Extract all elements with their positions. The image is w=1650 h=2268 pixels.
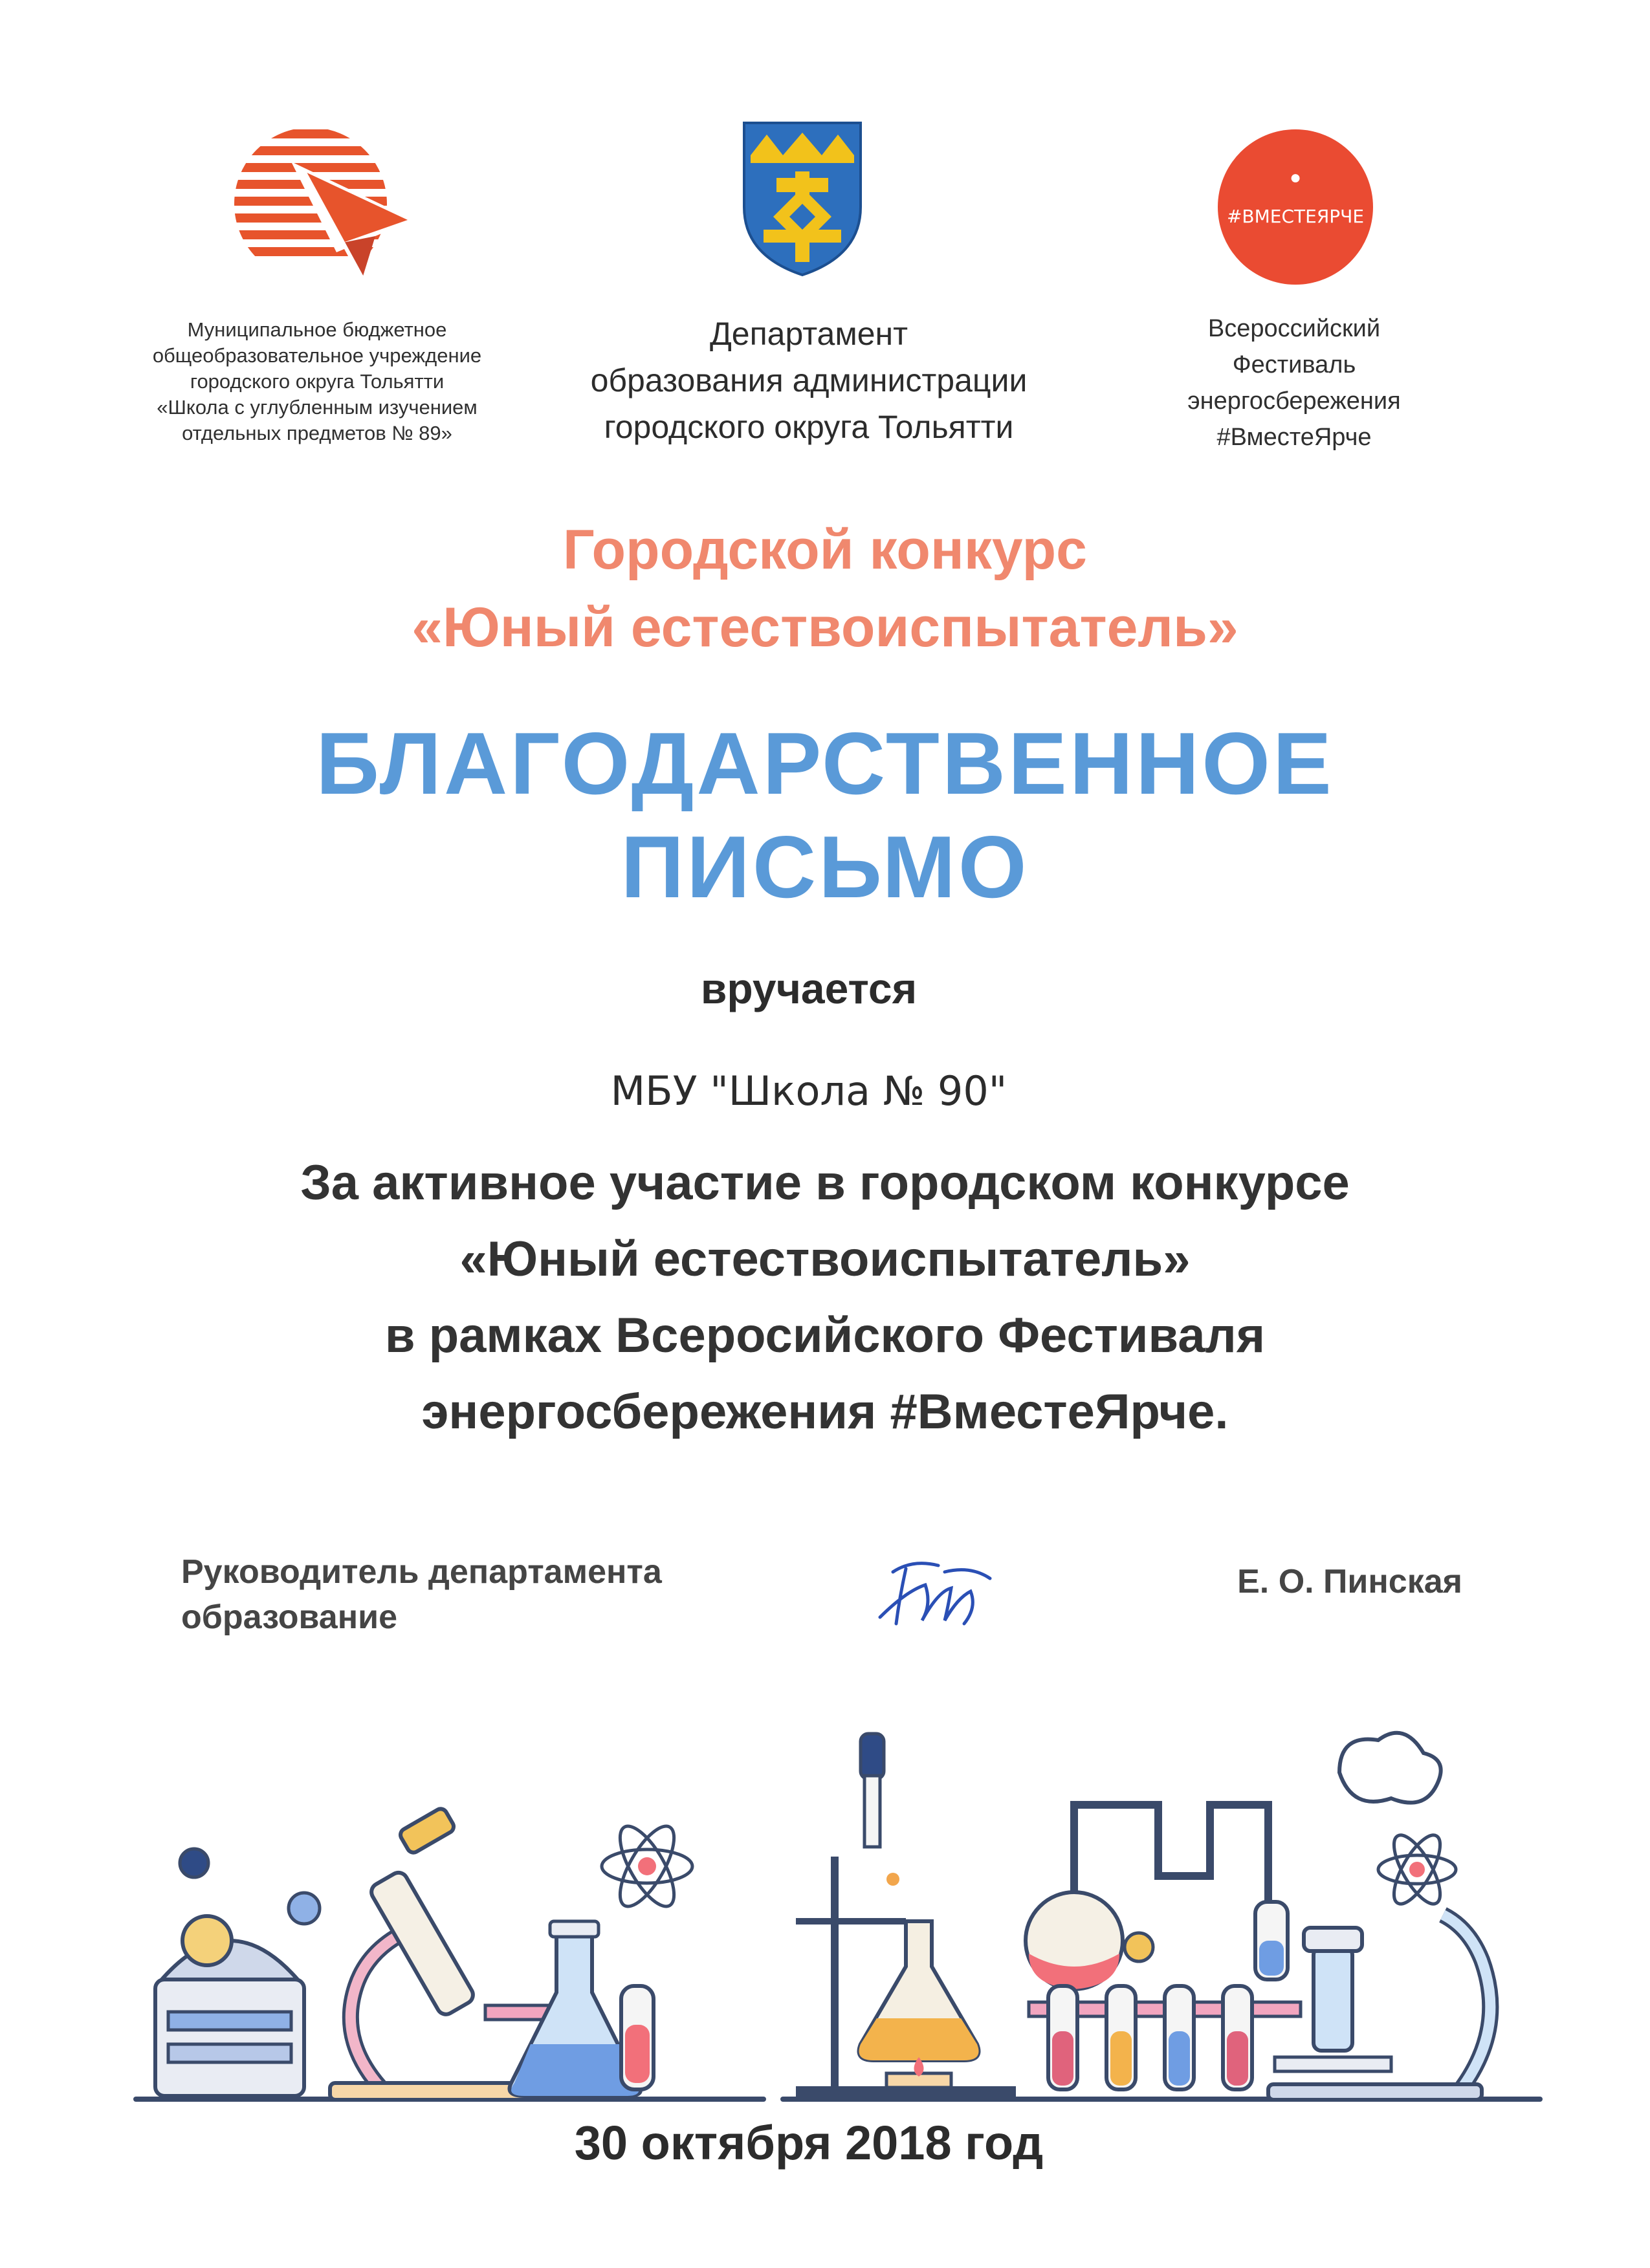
reason-line1: За активное участие в городском конкурсе [300, 1155, 1350, 1210]
presented-label: вручается [700, 965, 918, 1012]
award-reason [129, 1145, 1521, 1450]
issue-date: 30 октября 2018 год [574, 2116, 1044, 2170]
festival-name [1139, 311, 1449, 455]
letter-title [129, 712, 1521, 919]
contest-title [194, 511, 1456, 666]
contest-line2: «Юный естествоиспытатель» [412, 596, 1238, 659]
signer-position [181, 1549, 764, 1640]
festival-line3: энергосбережения [1187, 387, 1401, 415]
department-line3: городского округа Тольятти [604, 409, 1014, 445]
festival-logo [1218, 129, 1373, 285]
recipient: МБУ "Школа № 90" [610, 1067, 1007, 1115]
observatory-icon [155, 1916, 304, 2096]
handwritten-signature [867, 1546, 996, 1637]
festival-logo-text: #ВМЕСТЕЯРЧЕ [1226, 206, 1365, 227]
reason-line2: «Юный естествоиспытатель» [459, 1232, 1191, 1287]
school-name-line1: Муниципальное бюджетное [187, 318, 447, 341]
festival-line4: #ВместеЯрче [1216, 424, 1372, 451]
school-name-line5: отдельных предметов № 89» [182, 422, 452, 444]
science-lab-illustration [110, 1708, 1553, 2122]
school-name-line2: общеобразовательное учреждение [152, 344, 482, 367]
school-name [116, 317, 518, 446]
signer-name: Е. О. Пинская [1237, 1563, 1462, 1600]
department-line1: Департамент [709, 316, 908, 352]
pipette-icon [861, 1734, 899, 1886]
department-line2: образования администрации [590, 362, 1028, 398]
festival-line1: Всероссийский [1207, 315, 1381, 342]
festival-line2: Фестиваль [1232, 351, 1356, 378]
school-name-line4: «Школа с углубленным изучением [157, 396, 478, 419]
coat-of-arms-icon [738, 116, 867, 278]
signer-position-line1: Руководитель департамента [181, 1553, 662, 1591]
light-bulb-icon: ● [1289, 167, 1302, 188]
school-name-line3: городского округа Тольятти [190, 370, 445, 393]
school-logo [214, 123, 421, 285]
distillation-apparatus-icon [1026, 1733, 1441, 1989]
letter-title-line1: БЛАГОДАРСТВЕННОЕ [316, 714, 1334, 812]
contest-line1: Городской конкурс [563, 519, 1087, 581]
retort-stand-icon [796, 1857, 1016, 2100]
test-tube-icon [621, 1986, 654, 2089]
reason-line3: в рамках Всеросийского Фестиваля [384, 1308, 1266, 1363]
department-name [518, 311, 1100, 450]
letter-title-line2: ПИСЬМО [621, 818, 1029, 916]
reason-line4: энергосбережения #ВместеЯрче. [421, 1384, 1229, 1439]
signer-position-line2: образование [181, 1598, 398, 1636]
